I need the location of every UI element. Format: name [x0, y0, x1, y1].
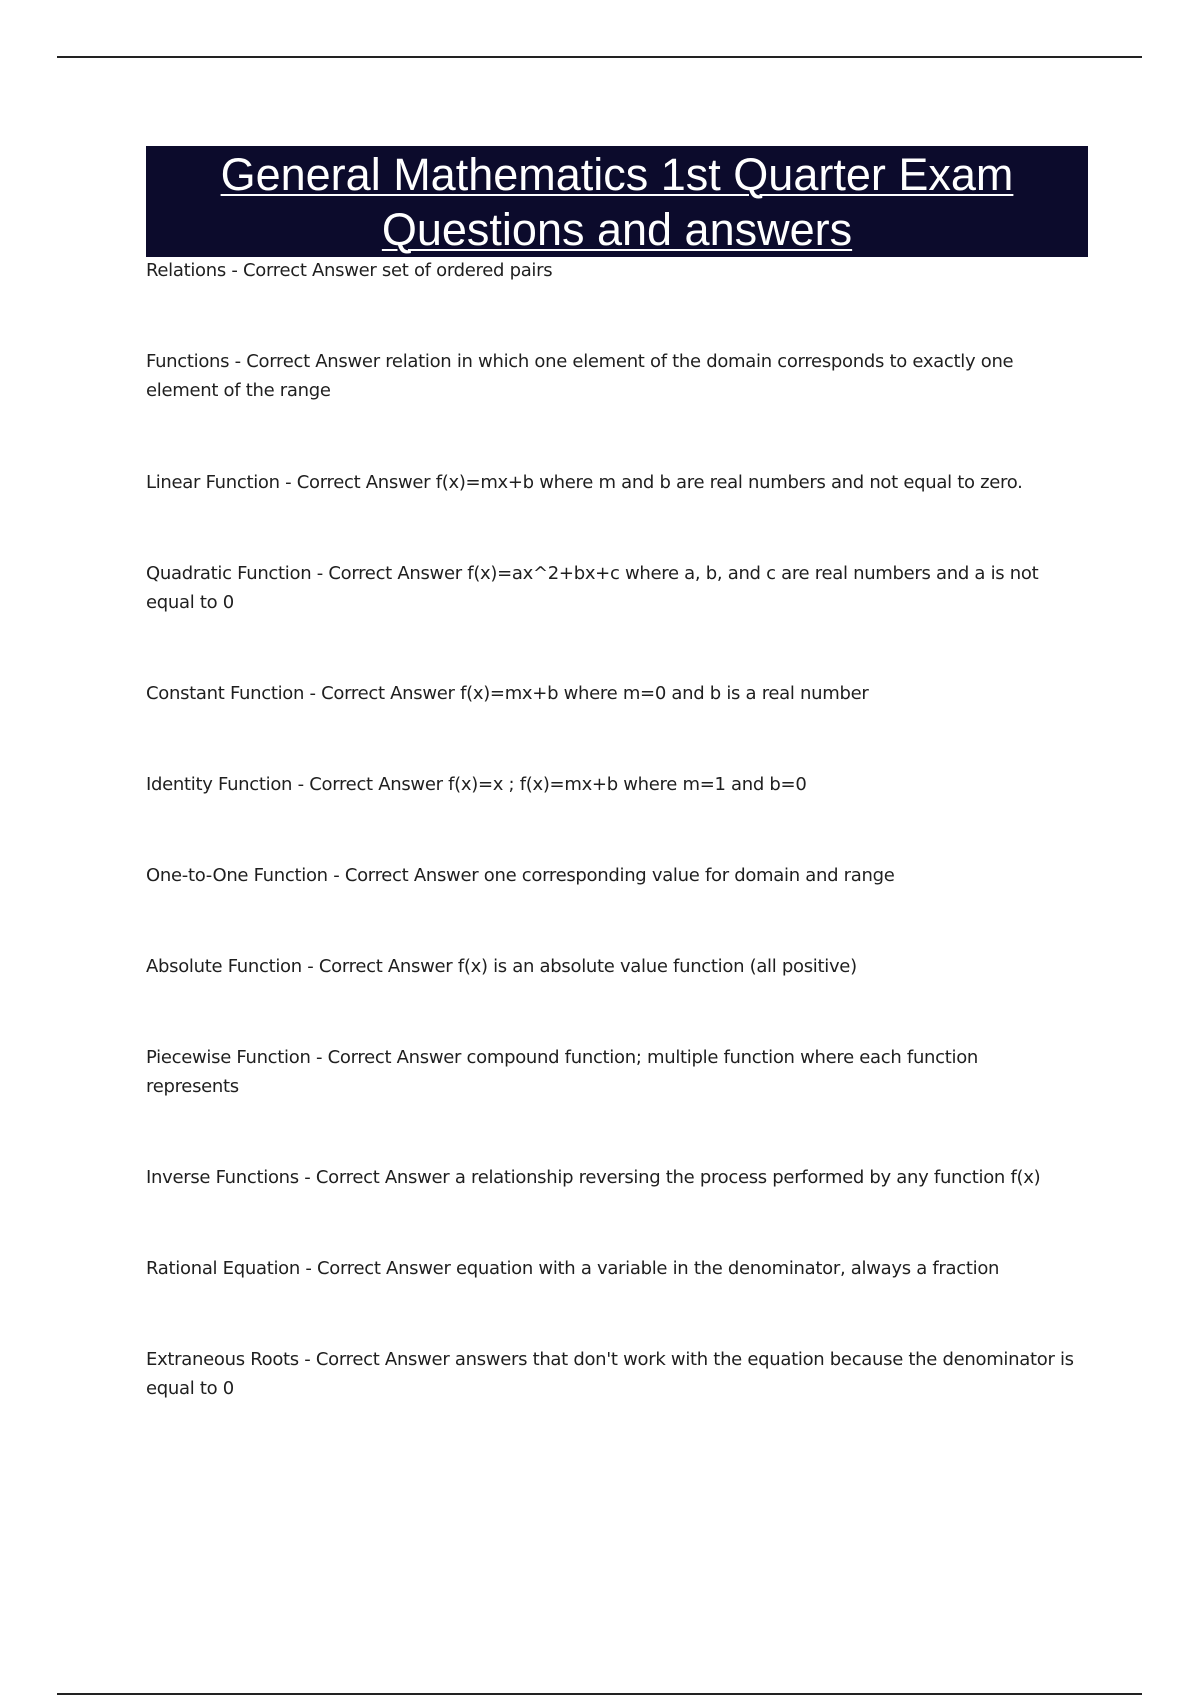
qa-list — [146, 256, 1096, 1403]
top-divider — [57, 56, 1142, 58]
qa-item-extraneous-roots: Extraneous Roots - Correct Answer answers that don't work with the equation because the denominator is equal to 0 — [146, 1349, 1074, 1399]
qa-item-absolute-function: Absolute Function - Correct Answer f(x) is an absolute value function (all positive) — [146, 956, 857, 977]
document-title-line-2: Questions and answers — [381, 203, 853, 255]
qa-item-inverse-functions: Inverse Functions - Correct Answer a relationship reversing the process performed by any function f(x) — [146, 1167, 1041, 1188]
qa-item-linear-function: Linear Function - Correct Answer f(x)=mx+b where m and b are real numbers and not equal to zero. — [146, 472, 1023, 493]
qa-item-functions: Functions - Correct Answer relation in which one element of the domain corresponds to exactly one element of the range — [146, 351, 1014, 401]
document-title-line-1: General Mathematics 1st Quarter Exam — [220, 148, 1014, 200]
qa-item-identity-function: Identity Function - Correct Answer f(x)=x ; f(x)=mx+b where m=1 and b=0 — [146, 774, 807, 795]
qa-item-rational-equation: Rational Equation - Correct Answer equation with a variable in the denominator, always a fraction — [146, 1258, 1000, 1279]
qa-item-quadratic-function: Quadratic Function - Correct Answer f(x)=ax^2+bx+c where a, b, and c are real numbers and a is not equal to 0 — [146, 563, 1039, 613]
title-banner — [146, 146, 1088, 257]
qa-item-piecewise-function: Piecewise Function - Correct Answer compound function; multiple function where each function represents — [146, 1047, 979, 1097]
qa-item-constant-function: Constant Function - Correct Answer f(x)=mx+b where m=0 and b is a real number — [146, 683, 869, 704]
qa-item-relations: Relations - Correct Answer set of ordered pairs — [146, 260, 553, 281]
bottom-divider — [57, 1693, 1142, 1695]
qa-item-one-to-one-function: One-to-One Function - Correct Answer one corresponding value for domain and range — [146, 865, 895, 886]
